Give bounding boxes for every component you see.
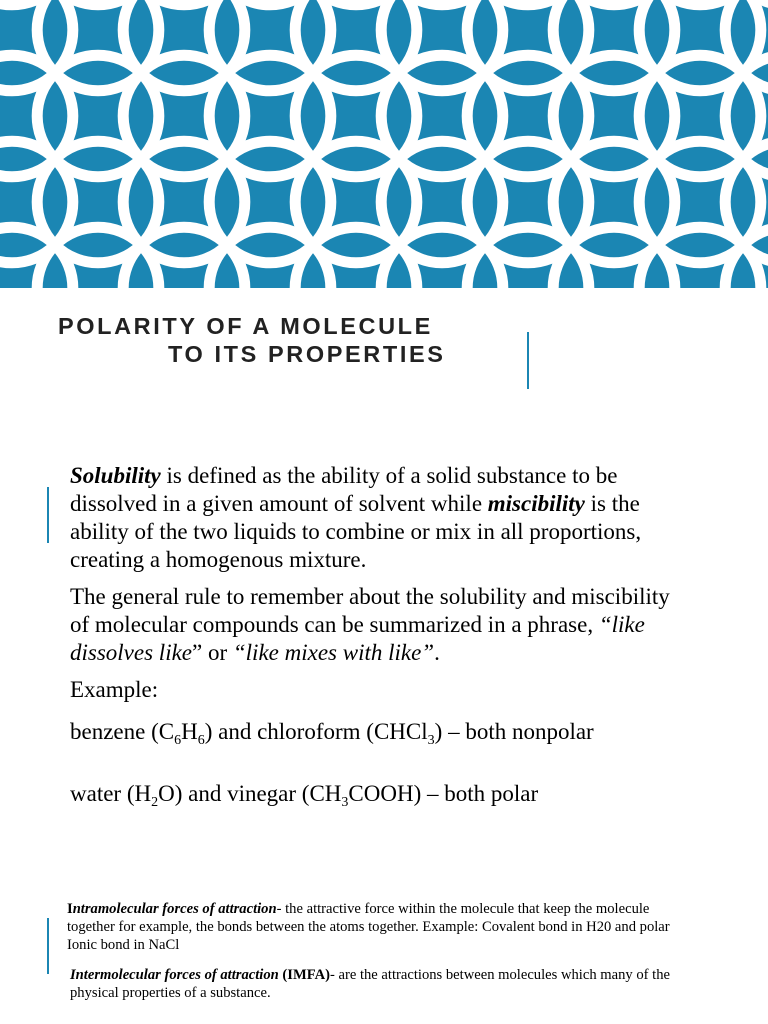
general-rule-paragraph: The general rule to remember about the solubility and miscibility of molecular compounds can be summarized in a phrase, “like dissolves like” or “like mixes with like”. [70,584,670,665]
body-content [70,462,690,817]
title-line-2: TO ITS PROPERTIES [168,341,446,367]
term-miscibility: miscibility [487,491,585,516]
page-title [58,312,498,368]
example-nonpolar: benzene $(C_6H_6)$ and chloroform (CHCl$_3$) – both nonpolar [70,719,594,748]
title-line-1: POLARITY OF A MOLECULE [58,313,433,339]
intramolecular-note: Intramolecular forces of attraction- the attractive force within the molecule that keep the molecule together for example, the bonds between the atoms together. Example: Covalent bond in H20 and polar Ionic bond in NaCl [67,901,670,953]
phrase-like-dissolves-like: “like dissolves like [70,612,645,665]
title-accent-bar [527,332,529,389]
phrase-like-mixes-with-like: “like mixes with like” [232,640,435,665]
intermolecular-note: Intermolecular forces of attraction (IMFA)- are the attractions between molecules which many of the physical properties of a substance. [70,967,670,1001]
term-intramolecular: ntramolecular forces of attraction [72,901,277,917]
decorative-pattern-banner [0,0,768,288]
imfa-abbreviation: (IMFA) [278,967,330,983]
notes-accent-bar [47,918,49,974]
term-intermolecular: Intermolecular forces of attraction [70,967,279,983]
body-accent-bar [47,487,49,543]
example-polar: water $(H_2O)$ and vinegar $(CH_3COOH)$ – both polar [70,781,539,810]
forces-notes [67,900,687,1014]
term-solubility: Solubility [70,463,161,488]
example-label: Example: [70,677,159,702]
solubility-paragraph: Solubility is defined as the ability of a solid substance to be dissolved in a given amount of solvent while miscibility is the ability of the two liquids to combine or mix in all proportions, creating a homogenous mixture. [70,463,642,572]
